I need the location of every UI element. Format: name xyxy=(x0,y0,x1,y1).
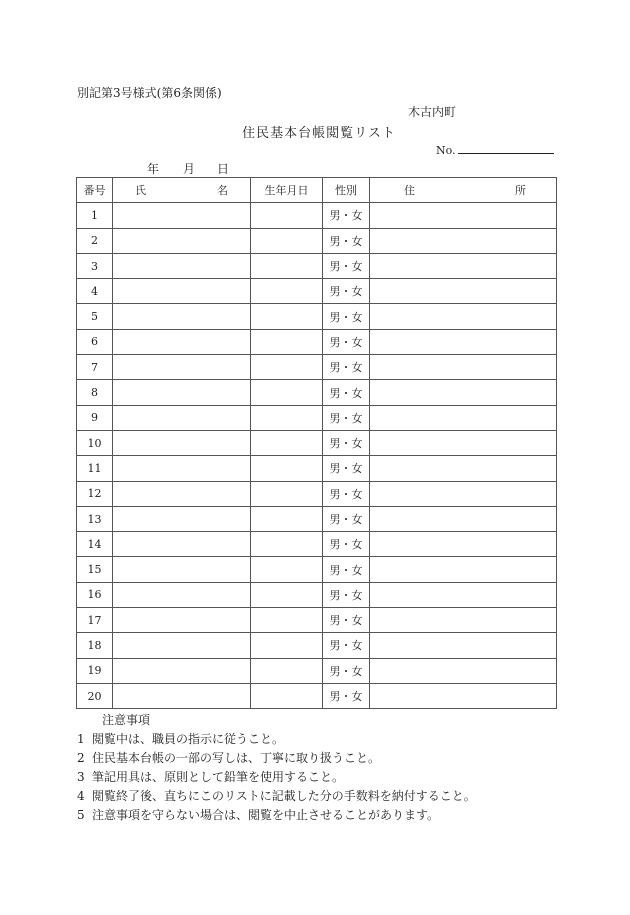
row-sex-cell[interactable]: 男・女 xyxy=(323,532,370,557)
row-address-cell[interactable] xyxy=(370,683,557,708)
row-address-cell[interactable] xyxy=(370,203,557,228)
row-dob-cell[interactable] xyxy=(251,355,323,380)
row-dob-cell[interactable] xyxy=(251,430,323,455)
row-address-cell[interactable] xyxy=(370,405,557,430)
row-address-cell[interactable] xyxy=(370,253,557,278)
row-sex-cell[interactable]: 男・女 xyxy=(323,279,370,304)
row-address-cell[interactable] xyxy=(370,355,557,380)
row-address-cell[interactable] xyxy=(370,532,557,557)
row-dob-cell[interactable] xyxy=(251,456,323,481)
row-name-cell[interactable] xyxy=(113,355,251,380)
date-day-label: 日 xyxy=(217,162,230,176)
note-number: 5 xyxy=(77,808,85,822)
row-name-cell[interactable] xyxy=(113,633,251,658)
town-name: 木古内町 xyxy=(408,105,457,119)
row-name-cell[interactable] xyxy=(113,279,251,304)
row-name-cell[interactable] xyxy=(113,380,251,405)
row-dob-cell[interactable] xyxy=(251,582,323,607)
row-number: 19 xyxy=(77,658,113,683)
row-name-cell[interactable] xyxy=(113,456,251,481)
note-text: 注意事項を守らない場合は、閲覧を中止させることがあります。 xyxy=(92,808,440,822)
note-item xyxy=(77,768,476,787)
note-number: 3 xyxy=(77,770,85,784)
table-header-row xyxy=(77,178,557,203)
table-row xyxy=(77,380,557,405)
row-dob-cell[interactable] xyxy=(251,380,323,405)
table-row xyxy=(77,279,557,304)
row-dob-cell[interactable] xyxy=(251,405,323,430)
row-number: 16 xyxy=(77,582,113,607)
row-dob-cell[interactable] xyxy=(251,532,323,557)
row-number: 10 xyxy=(77,430,113,455)
table-row xyxy=(77,405,557,430)
row-dob-cell[interactable] xyxy=(251,506,323,531)
table-row xyxy=(77,355,557,380)
date-line xyxy=(147,160,229,177)
row-sex-cell[interactable]: 男・女 xyxy=(323,481,370,506)
row-name-cell[interactable] xyxy=(113,304,251,329)
row-name-cell[interactable] xyxy=(113,506,251,531)
row-number: 4 xyxy=(77,279,113,304)
row-address-cell[interactable] xyxy=(370,304,557,329)
row-number: 9 xyxy=(77,405,113,430)
table-row xyxy=(77,228,557,253)
row-number: 11 xyxy=(77,456,113,481)
row-dob-cell[interactable] xyxy=(251,279,323,304)
table-row xyxy=(77,481,557,506)
number-label: No. xyxy=(436,144,456,157)
row-name-cell[interactable] xyxy=(113,532,251,557)
row-sex-cell[interactable]: 男・女 xyxy=(323,456,370,481)
header-address xyxy=(370,178,557,203)
row-address-cell[interactable] xyxy=(370,481,557,506)
row-number: 14 xyxy=(77,532,113,557)
row-sex-cell[interactable]: 男・女 xyxy=(323,405,370,430)
date-month-label: 月 xyxy=(183,162,196,176)
table-row xyxy=(77,608,557,633)
row-dob-cell[interactable] xyxy=(251,658,323,683)
row-number: 17 xyxy=(77,608,113,633)
table-row xyxy=(77,430,557,455)
row-dob-cell[interactable] xyxy=(251,633,323,658)
row-number: 15 xyxy=(77,557,113,582)
row-sex-cell[interactable]: 男・女 xyxy=(323,253,370,278)
row-sex-cell[interactable]: 男・女 xyxy=(323,304,370,329)
number-blank-line xyxy=(458,142,554,154)
table-row xyxy=(77,203,557,228)
row-dob-cell[interactable] xyxy=(251,683,323,708)
header-name-surname: 氏 xyxy=(135,184,146,198)
row-sex-cell[interactable]: 男・女 xyxy=(323,557,370,582)
note-item xyxy=(77,787,476,806)
row-name-cell[interactable] xyxy=(113,405,251,430)
row-dob-cell[interactable] xyxy=(251,481,323,506)
row-name-cell[interactable] xyxy=(113,683,251,708)
row-name-cell[interactable] xyxy=(113,228,251,253)
row-name-cell[interactable] xyxy=(113,582,251,607)
row-number: 8 xyxy=(77,380,113,405)
note-item xyxy=(77,749,476,768)
row-address-cell[interactable] xyxy=(370,279,557,304)
note-number: 4 xyxy=(77,789,85,803)
row-sex-cell[interactable]: 男・女 xyxy=(323,228,370,253)
row-dob-cell[interactable] xyxy=(251,608,323,633)
row-dob-cell[interactable] xyxy=(251,203,323,228)
note-text: 住民基本台帳の一部の写しは、丁寧に取り扱うこと。 xyxy=(92,751,381,765)
row-sex-cell[interactable]: 男・女 xyxy=(323,430,370,455)
table-row xyxy=(77,658,557,683)
row-name-cell[interactable] xyxy=(113,481,251,506)
row-sex-cell[interactable]: 男・女 xyxy=(323,582,370,607)
note-item xyxy=(77,730,476,749)
header-name-given: 名 xyxy=(217,184,228,198)
row-sex-cell[interactable]: 男・女 xyxy=(323,355,370,380)
table-row xyxy=(77,633,557,658)
viewing-list-table xyxy=(76,177,557,709)
table-row xyxy=(77,304,557,329)
notes-title: 注意事項 xyxy=(102,713,151,727)
row-number: 12 xyxy=(77,481,113,506)
row-sex-cell[interactable]: 男・女 xyxy=(323,608,370,633)
table-row xyxy=(77,683,557,708)
row-address-cell[interactable] xyxy=(370,633,557,658)
row-dob-cell[interactable] xyxy=(251,253,323,278)
row-address-cell[interactable] xyxy=(370,380,557,405)
page-title: 住民基本台帳閲覧リスト xyxy=(242,126,396,141)
row-address-cell[interactable] xyxy=(370,557,557,582)
header-number: 番号 xyxy=(77,178,113,203)
row-sex-cell[interactable]: 男・女 xyxy=(323,683,370,708)
note-text: 閲覧終了後、直ちにこのリストに記載した分の手数料を納付すること。 xyxy=(92,789,476,803)
header-date-of-birth: 生年月日 xyxy=(251,178,323,203)
row-address-cell[interactable] xyxy=(370,506,557,531)
header-address-right: 所 xyxy=(515,184,526,198)
row-address-cell[interactable] xyxy=(370,582,557,607)
note-text: 閲覧中は、職員の指示に従うこと。 xyxy=(92,732,285,746)
row-name-cell[interactable] xyxy=(113,608,251,633)
table-row xyxy=(77,506,557,531)
row-dob-cell[interactable] xyxy=(251,304,323,329)
row-sex-cell[interactable]: 男・女 xyxy=(323,329,370,354)
row-dob-cell[interactable] xyxy=(251,557,323,582)
table-row xyxy=(77,532,557,557)
row-dob-cell[interactable] xyxy=(251,228,323,253)
row-address-cell[interactable] xyxy=(370,430,557,455)
notes-section xyxy=(77,711,476,825)
table-row xyxy=(77,582,557,607)
row-address-cell[interactable] xyxy=(370,658,557,683)
note-text: 筆記用具は、原則として鉛筆を使用すること。 xyxy=(92,770,345,784)
row-number: 5 xyxy=(77,304,113,329)
note-number: 2 xyxy=(77,751,85,765)
row-name-cell[interactable] xyxy=(113,203,251,228)
row-address-cell[interactable] xyxy=(370,456,557,481)
row-sex-cell[interactable]: 男・女 xyxy=(323,380,370,405)
row-number: 20 xyxy=(77,683,113,708)
row-name-cell[interactable] xyxy=(113,557,251,582)
table-row xyxy=(77,557,557,582)
row-address-cell[interactable] xyxy=(370,329,557,354)
row-number: 1 xyxy=(77,203,113,228)
row-dob-cell[interactable] xyxy=(251,329,323,354)
row-name-cell[interactable] xyxy=(113,329,251,354)
row-sex-cell[interactable]: 男・女 xyxy=(323,658,370,683)
row-address-cell[interactable] xyxy=(370,228,557,253)
header-name xyxy=(113,178,251,203)
row-number: 13 xyxy=(77,506,113,531)
note-number: 1 xyxy=(77,732,85,746)
row-number: 3 xyxy=(77,253,113,278)
row-sex-cell[interactable]: 男・女 xyxy=(323,506,370,531)
row-number: 7 xyxy=(77,355,113,380)
row-number: 6 xyxy=(77,329,113,354)
row-name-cell[interactable] xyxy=(113,658,251,683)
row-number: 18 xyxy=(77,633,113,658)
table-row xyxy=(77,456,557,481)
row-sex-cell[interactable]: 男・女 xyxy=(323,633,370,658)
header-address-left: 住 xyxy=(404,184,415,198)
table-row xyxy=(77,329,557,354)
row-name-cell[interactable] xyxy=(113,253,251,278)
header-sex: 性別 xyxy=(323,178,370,203)
date-year-label: 年 xyxy=(147,162,160,176)
row-name-cell[interactable] xyxy=(113,430,251,455)
note-item xyxy=(77,806,476,825)
table-row xyxy=(77,253,557,278)
row-sex-cell[interactable]: 男・女 xyxy=(323,203,370,228)
row-number: 2 xyxy=(77,228,113,253)
number-field xyxy=(436,142,554,157)
form-label: 別記第3号様式(第6条関係) xyxy=(77,86,222,100)
row-address-cell[interactable] xyxy=(370,608,557,633)
